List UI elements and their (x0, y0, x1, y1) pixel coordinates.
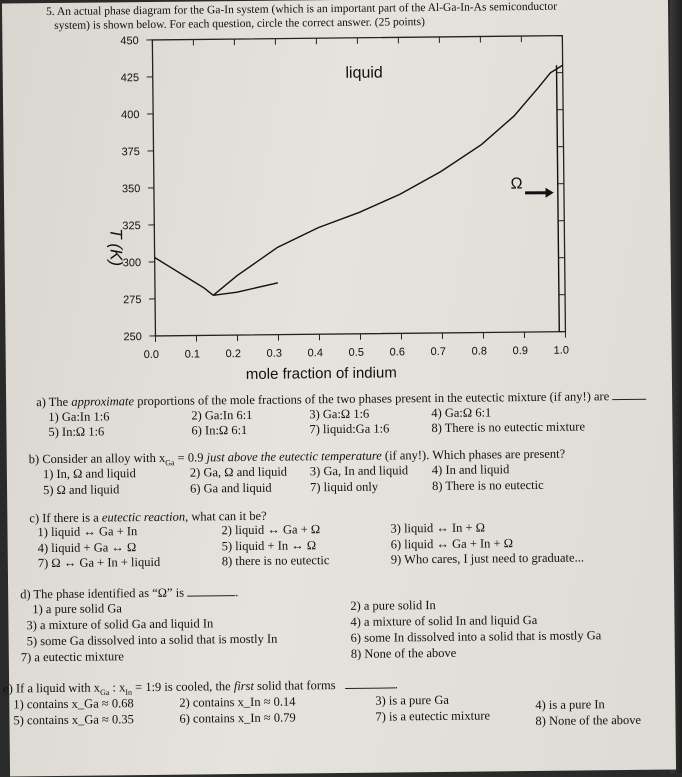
question-d-option-4[interactable]: 4) a mixture of solid In and liquid Ga (350, 613, 537, 629)
y-axis-label: T (K) (106, 228, 125, 266)
question-c-option-9[interactable]: 9) Who cares, I just need to graduate... (391, 550, 584, 566)
question-a-option-5[interactable]: 5) In:Ω 1:6 (48, 424, 104, 439)
question-d-option-7[interactable]: 7) a eutectic mixture (21, 649, 124, 664)
omega-arrow-head (545, 188, 553, 198)
question-d-option-2[interactable]: 2) a pure solid In (350, 598, 436, 613)
y-tick-label: 350 (122, 183, 140, 195)
question-e-option-7[interactable]: 7) is a eutectic mixture (375, 708, 490, 723)
x-tick-label: 0.8 (472, 345, 487, 357)
x-tick-label: 0.2 (226, 348, 241, 360)
question-c-option-6[interactable]: 6) liquid ↔ Ga + In + Ω (391, 536, 513, 551)
phase-boundary-line-1 (155, 257, 214, 296)
question-b-option-1[interactable]: 1) In, Ω and liquid (43, 466, 136, 481)
y-tick-label: 450 (120, 35, 138, 47)
question-c-option-5[interactable]: 5) liquid + In ↔ Ω (222, 538, 317, 553)
worksheet-page (2, 0, 676, 776)
question-a-stem: a) The approximate proportions of the mole fractions of the two phases present in the eutectic mixture (if any!) are (36, 389, 646, 409)
question-c-option-7[interactable]: 7) Ω ↔ Ga + In + liquid (38, 555, 160, 570)
question-b-option-8[interactable]: 8) There is no eutectic (432, 478, 544, 493)
question-e-option-6[interactable]: 6) contains x_In ≈ 0.79 (179, 710, 295, 725)
question-c-option-8[interactable]: 8) there is no eutectic (222, 553, 330, 568)
x-tick-label: 0.5 (349, 347, 364, 359)
question-a-option-4[interactable]: 4) Ga:Ω 6:1 (431, 405, 491, 420)
y-tick-label: 375 (121, 146, 139, 158)
x-tick-label: 1.0 (554, 345, 569, 357)
x-tick-label: 0.4 (308, 347, 323, 359)
question-b-stem: b) Consider an alloy with $x_{Ga} = 0.9$ just above the eutectic temperature (if any!). Which phases are present? (29, 447, 566, 472)
question-a-option-7[interactable]: 7) liquid:Ga 1:6 (309, 421, 389, 436)
question-d-option-5[interactable]: 5) some Ga dissolved into a solid that is mostly In (27, 632, 278, 649)
omega-solidus-line (556, 65, 559, 331)
question-a-option-1[interactable]: 1) Ga:In 1:6 (48, 409, 109, 424)
y-tick-label: 300 (123, 257, 141, 269)
question-b-option-4[interactable]: 4) In and liquid (432, 462, 510, 477)
question-e-option-3[interactable]: 3) is a pure Ga (375, 693, 449, 708)
question-d-option-3[interactable]: 3) a mixture of solid Ga and liquid In (26, 616, 213, 632)
question-b-option-7[interactable]: 7) liquid only (310, 480, 378, 495)
y-tick-label: 275 (123, 294, 141, 306)
phase-boundary-line-3 (213, 283, 278, 296)
x-tick-label: 0.3 (267, 348, 282, 360)
question-c-option-4[interactable]: 4) liquid + Ga ↔ Ω (38, 540, 137, 555)
omega-region-label: Ω (511, 176, 523, 193)
question-c-stem: c) If there is a eutectic reaction, what can it be? (29, 509, 266, 525)
question-e-option-8[interactable]: 8) None of the above (535, 713, 641, 728)
question-e-option-5[interactable]: 5) contains x_Ga ≈ 0.35 (13, 712, 134, 727)
liquid-region-label: liquid (345, 64, 383, 81)
question-b-option-3[interactable]: 3) Ga, In and liquid (310, 463, 408, 478)
x-tick-label: 0.1 (185, 348, 200, 360)
question-a-option-8[interactable]: 8) There is no eutectic mixture (431, 419, 585, 435)
question-header-line2: system) is shown below. For each question, circle the correct answer. (25 points) (54, 15, 425, 33)
y-tick-label: 400 (121, 109, 139, 121)
y-tick-label: 250 (123, 331, 141, 343)
y-tick-label: 425 (121, 72, 139, 84)
question-e-option-2[interactable]: 2) contains x_In ≈ 0.14 (179, 694, 295, 709)
question-a-option-2[interactable]: 2) Ga:In 6:1 (191, 408, 252, 423)
question-d-option-6[interactable]: 6) some In dissolved into a solid that is mostly Ga (351, 628, 602, 645)
question-a-option-3[interactable]: 3) Ga:Ω 1:6 (309, 407, 369, 422)
question-b-option-2[interactable]: 2) Ga, Ω and liquid (190, 465, 287, 480)
x-tick-label: 0.7 (431, 346, 446, 358)
x-tick-label: 0.6 (390, 346, 405, 358)
question-d-option-1[interactable]: 1) a pure solid Ga (32, 601, 122, 616)
x-tick-label: 0.9 (513, 345, 528, 357)
question-b-option-5[interactable]: 5) Ω and liquid (43, 482, 119, 497)
question-e-stem: e) If a liquid with $x_{Ga}$ : $x_{In}$ = 1:9 is cooled, the first solid that forms . (3, 677, 398, 701)
question-c-option-1[interactable]: 1) liquid ↔ Ga + In (37, 524, 137, 539)
x-axis-label: mole fraction of indium (246, 364, 397, 383)
question-a-option-6[interactable]: 6) In:Ω 6:1 (191, 423, 247, 438)
phase-diagram-chart (2, 23, 646, 390)
question-e-option-4[interactable]: 4) is a pure In (535, 697, 605, 712)
question-c-option-2[interactable]: 2) liquid ↔ Ga + Ω (221, 522, 320, 537)
question-e-option-1[interactable]: 1) contains x_Ga ≈ 0.68 (13, 696, 134, 711)
question-header-line1: 5. An actual phase diagram for the Ga-In system (which is an important part of the Al-Ga-In-As semiconductor (46, 0, 557, 19)
question-d-option-8[interactable]: 8) None of the above (351, 646, 457, 661)
question-c-option-3[interactable]: 3) liquid ↔ In + Ω (390, 520, 485, 535)
question-d-stem: d) The phase identified as “Ω” is . (20, 585, 238, 601)
question-b-option-6[interactable]: 6) Ga and liquid (190, 481, 272, 496)
y-tick-label: 325 (122, 220, 140, 232)
x-tick-label: 0.0 (144, 349, 159, 361)
